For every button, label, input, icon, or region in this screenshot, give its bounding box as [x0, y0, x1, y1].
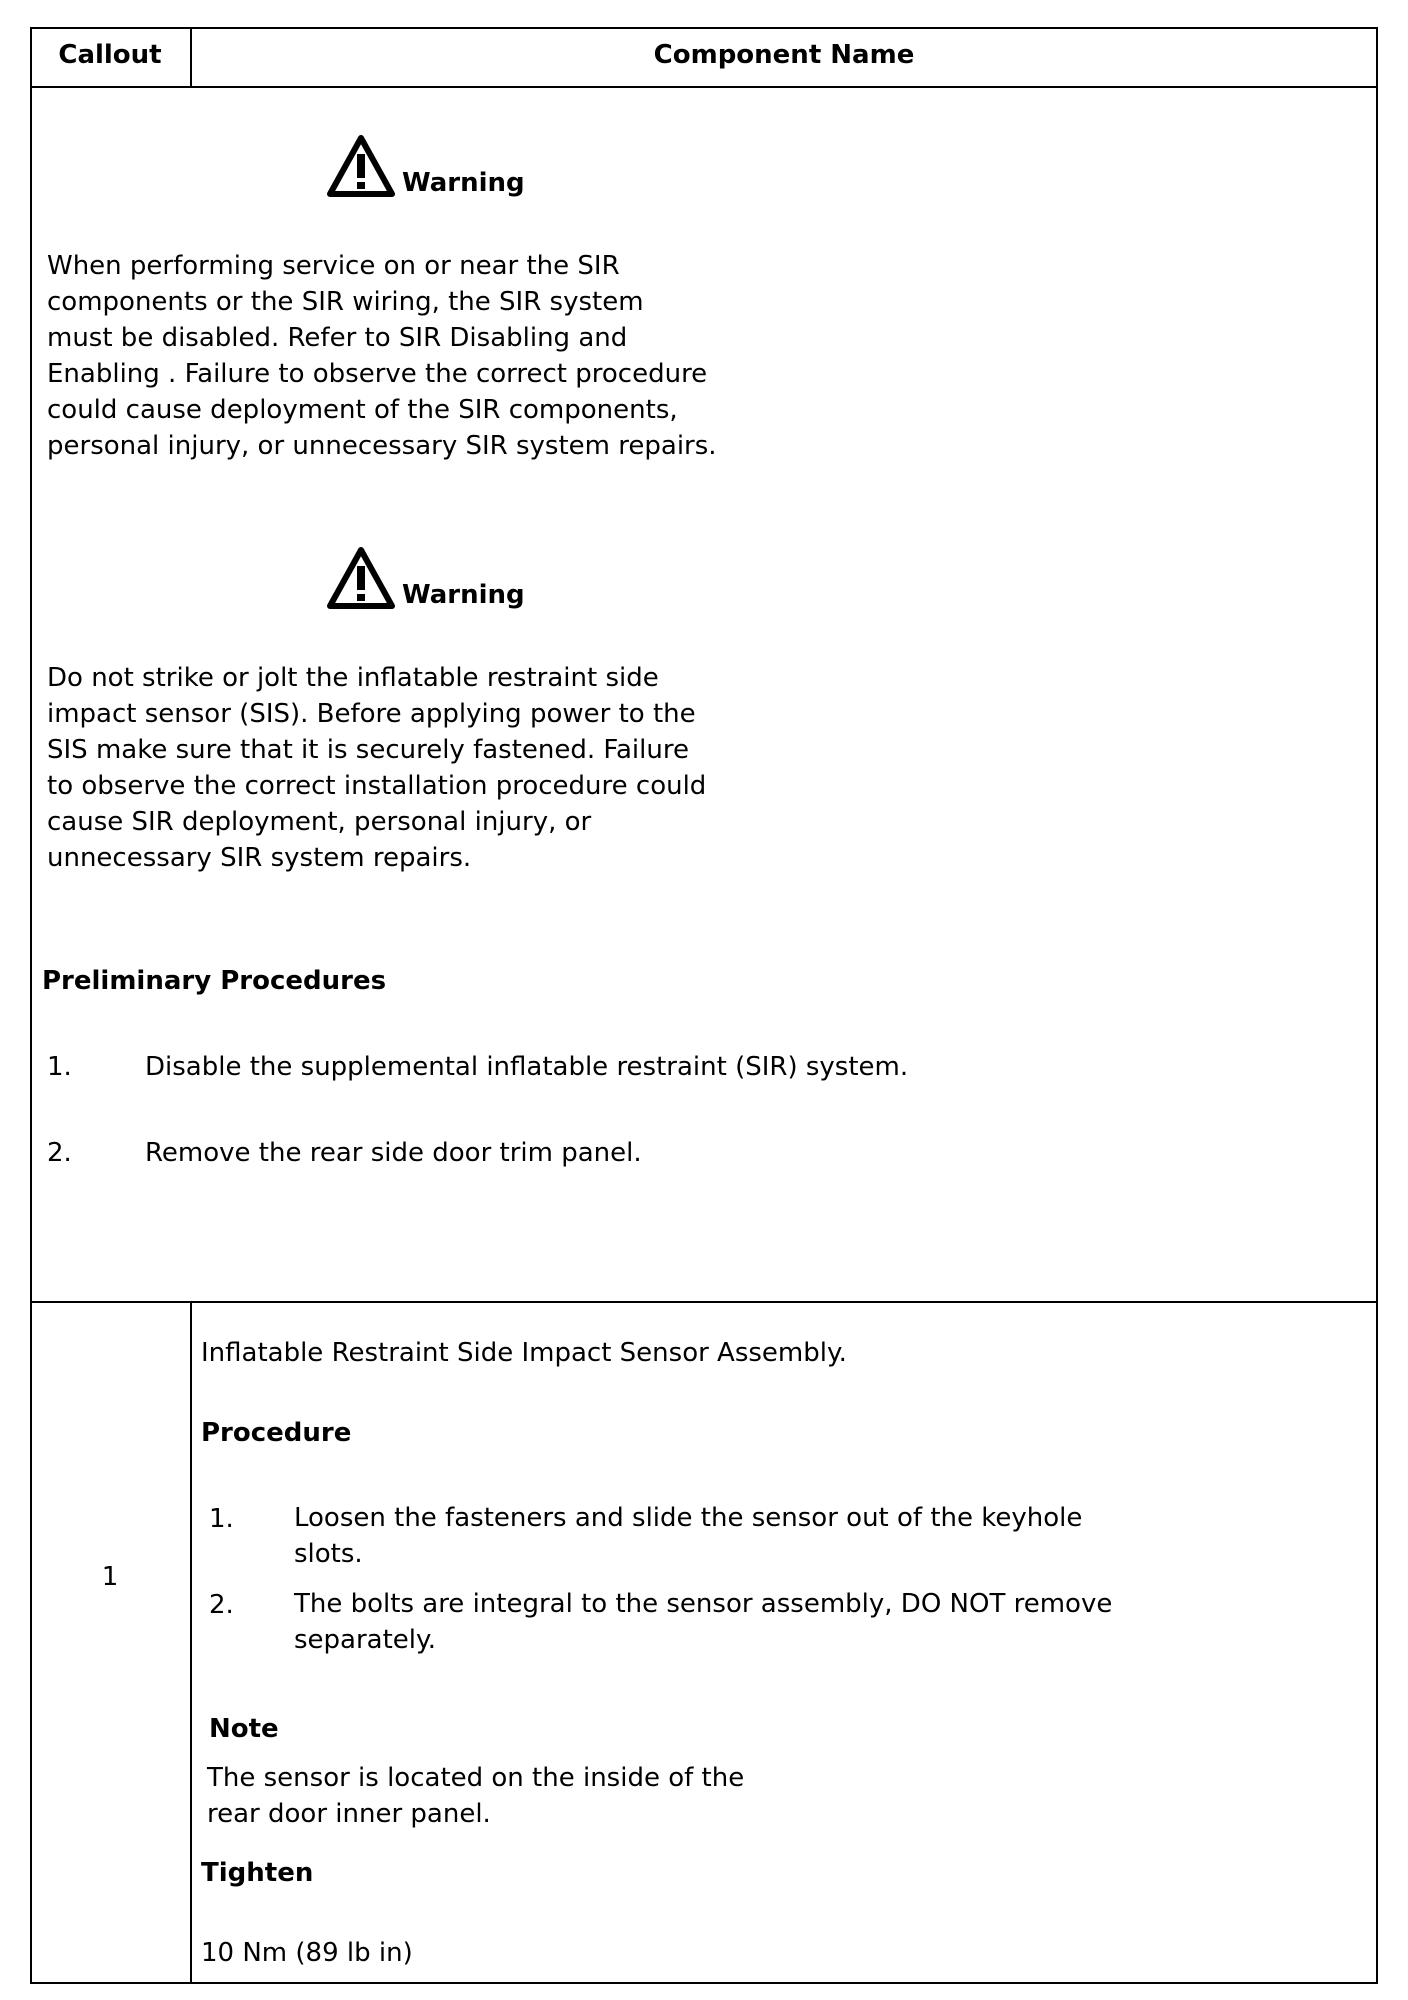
callout-number: 1 [101, 1562, 119, 1592]
note-text: The sensor is located on the inside of the rear door inner panel. [207, 1763, 745, 1829]
preliminary-step-text: Remove the rear side door trim panel. [145, 1138, 642, 1168]
preliminary-step-num: 2. [47, 1138, 72, 1168]
preliminary-step-num: 1. [47, 1052, 72, 1082]
warning-heading-2 [326, 546, 525, 612]
note-title: Note [209, 1714, 279, 1744]
header-divider [30, 86, 1378, 88]
row-column-divider [190, 1301, 192, 1984]
warning-label: Warning [402, 168, 525, 198]
warning-text-2: Do not strike or jolt the inflatable restraint side impact sensor (SIS). Before applying power to the SIS make sure that it is securely fastened. Failure to observe the correct installation procedure could cause SIR deployment, personal injury, or unnecessary SIR system repairs. [47, 663, 707, 873]
row-divider [30, 1301, 1378, 1303]
table-border-right [1376, 27, 1378, 1984]
table-border-left [30, 27, 32, 1984]
procedure-step-text: Loosen the fasteners and slide the sensor out of the keyhole slots. [294, 1503, 1083, 1569]
table-border-top [30, 27, 1378, 29]
header-callout: Callout [58, 40, 162, 70]
warning-label: Warning [402, 580, 525, 610]
tighten-value: 10 Nm (89 lb in) [201, 1938, 413, 1968]
procedure-title: Procedure [201, 1418, 352, 1448]
procedure-step-text: The bolts are integral to the sensor assembly, DO NOT remove separately. [294, 1589, 1113, 1655]
tighten-title: Tighten [201, 1858, 314, 1888]
warning-triangle-icon [326, 546, 396, 612]
table-border-bottom [30, 1982, 1378, 1984]
preliminary-title: Preliminary Procedures [42, 966, 387, 996]
procedure-step-num: 1. [209, 1504, 234, 1534]
preliminary-step-text: Disable the supplemental inflatable restraint (SIR) system. [145, 1052, 909, 1082]
warning-heading-1 [326, 134, 525, 200]
header-component-name: Component Name [653, 40, 915, 70]
warning-triangle-icon [326, 134, 396, 200]
warning-text-1: When performing service on or near the SIR components or the SIR wiring, the SIR system must be disabled. Refer to SIR Disabling and Enabling . Failure to observe the correct procedure could cause deployment of the SIR components, personal injury, or unnecessary SIR system repairs. [47, 251, 717, 461]
component-name: Inflatable Restraint Side Impact Sensor Assembly. [201, 1338, 847, 1368]
procedure-step-num: 2. [209, 1590, 234, 1620]
